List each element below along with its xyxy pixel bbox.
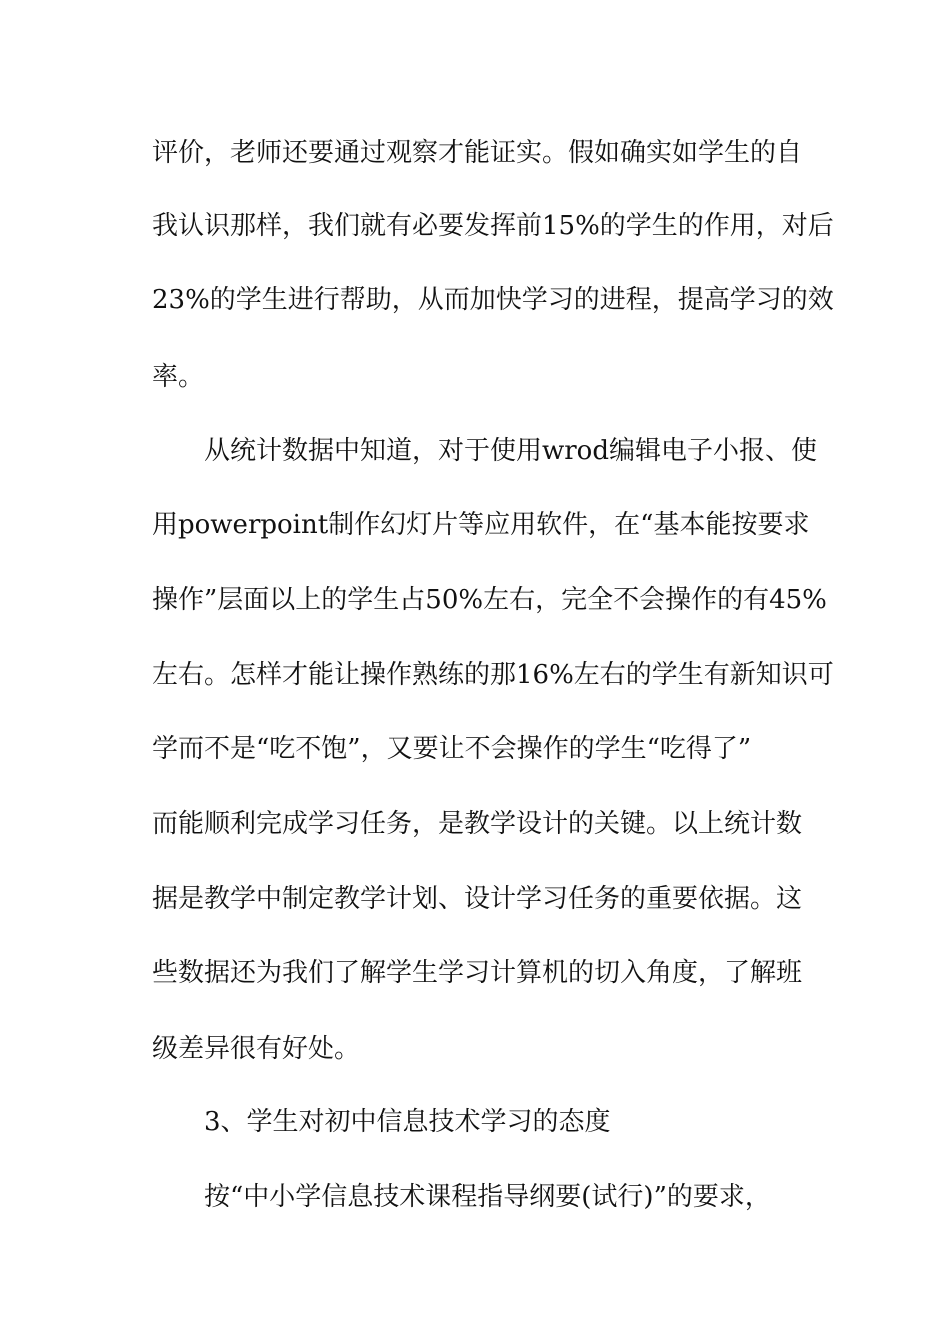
section-heading: 3、学生对初中信息技术学习的态度 <box>204 1107 611 1137</box>
paragraph-line: 据是教学中制定教学计划、设计学习任务的重要依据。这 <box>152 884 803 914</box>
paragraph-line: 评价，老师还要通过观察才能证实。假如确实如学生的自 <box>152 138 803 168</box>
paragraph-line: 而能顺利完成学习任务，是教学设计的关键。以上统计数 <box>152 809 803 839</box>
paragraph-line: 操作”层面以上的学生占50%左右，完全不会操作的有45% <box>152 585 827 615</box>
paragraph-line: 用powerpoint制作幻灯片等应用软件，在“基本能按要求 <box>152 510 810 540</box>
paragraph-line: 些数据还为我们了解学生学习计算机的切入角度，了解班 <box>152 958 803 988</box>
paragraph-line: 按“中小学信息技术课程指导纲要(试行)”的要求， <box>204 1182 771 1212</box>
paragraph-line: 级差异很有好处。 <box>152 1034 361 1064</box>
paragraph-line: 学而不是“吃不饱”，又要让不会操作的学生“吃得了” <box>152 734 752 764</box>
paragraph-line: 左右。怎样才能让操作熟练的那16%左右的学生有新知识可 <box>152 660 834 690</box>
paragraph-line: 从统计数据中知道，对于使用wrod编辑电子小报、使 <box>204 436 817 466</box>
paragraph-line: 率。 <box>152 362 205 392</box>
paragraph-line: 23%的学生进行帮助，从而加快学习的进程，提高学习的效 <box>152 285 834 315</box>
paragraph-line: 我认识那样，我们就有必要发挥前15%的学生的作用，对后 <box>152 211 834 241</box>
